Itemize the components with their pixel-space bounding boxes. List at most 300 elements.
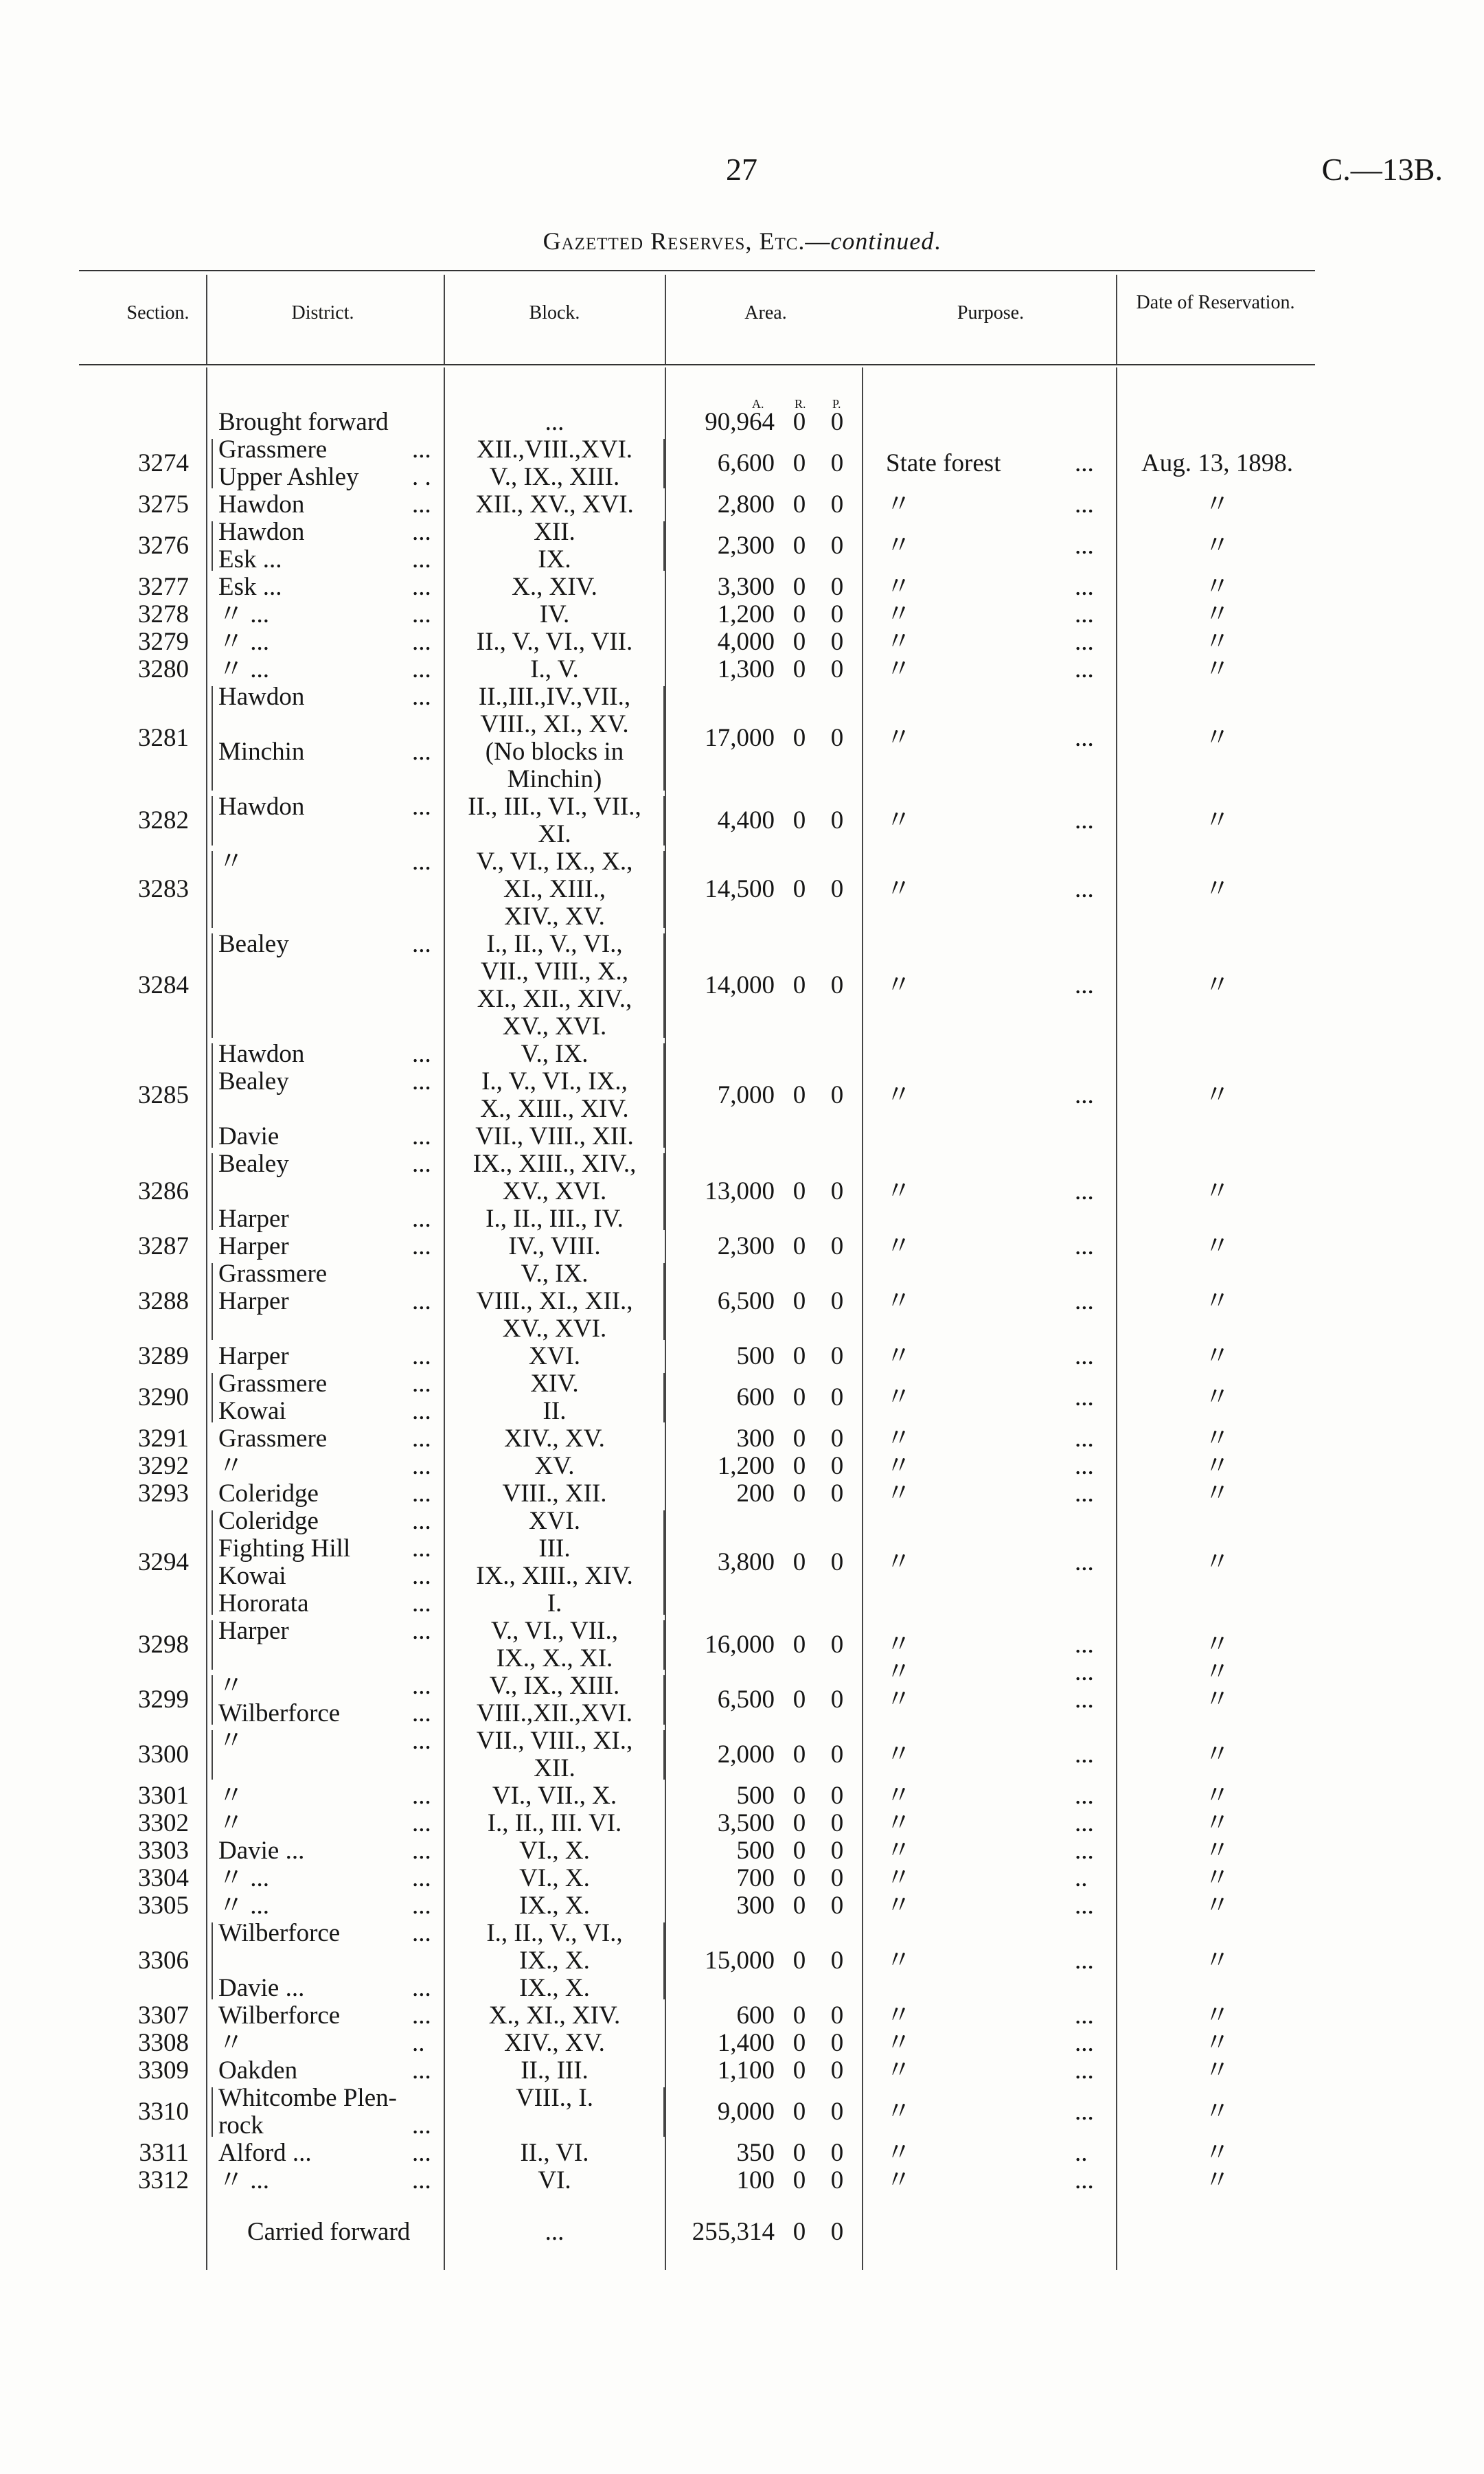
leader-dots: ... [412, 1067, 431, 1096]
reservation-date: 〃 [1205, 1548, 1230, 1576]
block-numbers: X., XIV. [512, 573, 597, 601]
reservation-date: 〃 [1205, 1782, 1230, 1810]
leader-dots: ... [412, 2001, 431, 2030]
area-acres: 14,000 [705, 971, 775, 999]
area-acres: 3,500 [717, 1809, 775, 1837]
area-roods: 0 [792, 875, 806, 903]
area-perches: 0 [830, 971, 844, 999]
area-acres: 2,300 [717, 532, 775, 560]
block-numbers: VII., VIII., XI., [476, 1727, 633, 1755]
district-name: Upper Ashley [218, 463, 359, 491]
section-number: 3280 [138, 655, 189, 683]
block-brace [658, 851, 665, 928]
purpose: 〃 [886, 1864, 911, 1892]
reservation-date: 〃 [1205, 655, 1230, 683]
header-block: Block. [529, 302, 580, 324]
purpose: 〃 [886, 490, 911, 519]
area-acres: 9,000 [717, 2098, 775, 2126]
leader-dots: ... [1075, 1947, 1094, 1975]
block-brace [658, 1730, 665, 1780]
header-section: Section. [126, 302, 190, 324]
area-perches: 0 [830, 1342, 844, 1370]
area-roods: 0 [792, 1287, 806, 1315]
area-perches: 0 [830, 2166, 844, 2194]
purpose: 〃 [886, 1342, 911, 1370]
section-number: 3305 [138, 1892, 189, 1920]
block-numbers: X., XIII., XIV. [480, 1095, 629, 1123]
leader-dots: ... [412, 1534, 431, 1563]
district-name: 〃 ... [218, 1864, 269, 1892]
col-divider [444, 275, 445, 364]
block-numbers: XII. [534, 1754, 575, 1782]
block-brace [658, 933, 665, 1038]
area-roods: 0 [792, 1892, 806, 1920]
leader-dots: ... [412, 2139, 431, 2167]
block-brace [658, 1263, 665, 1340]
reservation-date: 〃 [1205, 490, 1230, 519]
table-heading: Gazetted Reserves, Etc.—continued. [543, 227, 941, 255]
purpose: 〃 [886, 1232, 911, 1260]
block-numbers: VI., X. [519, 1864, 590, 1892]
leader-dots: .. [412, 2029, 425, 2057]
purpose-ditto: 〃 [886, 1658, 911, 1686]
district-name: Harper [218, 1342, 289, 1370]
purpose: 〃 [886, 1782, 911, 1810]
purpose: 〃 [886, 655, 911, 683]
area-perches: 0 [830, 1947, 844, 1975]
reservation-date: 〃 [1205, 532, 1230, 560]
area-acres: 3,300 [717, 573, 775, 601]
district-name: Kowai [218, 1397, 286, 1425]
block-numbers: V., VI., IX., X., [476, 848, 633, 876]
district-name: 〃 ... [218, 600, 269, 628]
col-divider [444, 367, 445, 2270]
block-brace [658, 439, 665, 488]
block-brace [658, 686, 665, 791]
area-acres: 500 [736, 1342, 775, 1370]
reservation-date: 〃 [1205, 2166, 1230, 2194]
area-roods: 0 [792, 628, 806, 656]
reservation-date: 〃 [1205, 1686, 1230, 1714]
block-brace [658, 1373, 665, 1422]
leader-dots: ... [1075, 1479, 1094, 1508]
block-brace [658, 1922, 665, 1999]
leader-dots: ... [1075, 1892, 1094, 1920]
area-roods: 0 [792, 806, 806, 835]
heading-continued: continued [830, 227, 935, 255]
block-numbers: V., VI., VII., [490, 1617, 619, 1645]
purpose: 〃 [886, 1452, 911, 1480]
section-number: 3292 [138, 1452, 189, 1480]
block-numbers: XVI. [528, 1507, 580, 1535]
area-roods: 0 [792, 1452, 806, 1480]
district-brace [212, 851, 218, 928]
leader-dots: ... [1075, 806, 1094, 835]
district-name: 〃 [218, 1727, 244, 1755]
district-brace [212, 1153, 218, 1230]
district-name: Bealey [218, 1067, 289, 1096]
leader-dots: ... [1075, 1548, 1094, 1576]
leader-dots: ... [412, 628, 431, 656]
district-name: Davie ... [218, 1837, 305, 1865]
leader-dots: ... [412, 600, 431, 628]
district-brace [212, 521, 218, 571]
reservation-date: 〃 [1205, 1452, 1230, 1480]
area-roods: 0 [792, 1782, 806, 1810]
purpose: 〃 [886, 1081, 911, 1109]
area-roods: 0 [792, 449, 806, 477]
leader-dots: ... [1075, 600, 1094, 628]
section-number: 3302 [138, 1809, 189, 1837]
district-name: Wilberforce [218, 1919, 341, 1947]
section-number: 3300 [138, 1740, 189, 1769]
reservation-date: 〃 [1205, 1947, 1230, 1975]
district-name: 〃 [218, 1782, 244, 1810]
block-numbers: V., IX., XIII. [489, 463, 620, 491]
area-unit-acres: A. [752, 397, 764, 411]
area-roods: 0 [792, 1425, 806, 1453]
leader-dots: ... [412, 1425, 431, 1453]
block-numbers: XV., XVI. [502, 1177, 607, 1205]
district-name: Bealey [218, 930, 289, 958]
section-number: 3309 [138, 2056, 189, 2085]
reservation-date: 〃 [1205, 1809, 1230, 1837]
area-acres: 17,000 [705, 724, 775, 752]
area-roods: 0 [792, 2139, 806, 2167]
area-acres: 500 [736, 1837, 775, 1865]
area-roods: 0 [792, 532, 806, 560]
area-perches: 0 [830, 1809, 844, 1837]
purpose: 〃 [886, 1548, 911, 1576]
block-numbers: VI. [538, 2166, 571, 2194]
area-perches: 0 [830, 1782, 844, 1810]
top-rule [79, 270, 1315, 271]
section-number: 3284 [138, 971, 189, 999]
reservation-date: 〃 [1205, 1383, 1230, 1411]
area-roods: 0 [792, 1809, 806, 1837]
reservation-date: 〃 [1205, 1864, 1230, 1892]
purpose: 〃 [886, 875, 911, 903]
area-roods: 0 [792, 1177, 806, 1205]
leader-dots: ... [412, 435, 431, 464]
brought-forward-block: ... [545, 408, 564, 436]
block-numbers: II., III., VI., VII., [468, 793, 641, 821]
area-acres: 4,400 [717, 806, 775, 835]
reservation-date: 〃 [1205, 2098, 1230, 2126]
purpose: 〃 [886, 1383, 911, 1411]
block-numbers: XVI. [528, 1342, 580, 1370]
leader-dots: ... [412, 1232, 431, 1260]
block-numbers: IX., X., XI. [496, 1644, 613, 1672]
brought-forward-roods: 0 [792, 408, 806, 436]
area-roods: 0 [792, 573, 806, 601]
leader-dots: ... [412, 1342, 431, 1370]
leader-dots: ... [412, 1589, 431, 1618]
area-perches: 0 [830, 1383, 844, 1411]
reservation-date: 〃 [1205, 2056, 1230, 2085]
leader-dots: ... [1075, 1342, 1094, 1370]
district-name: Fighting Hill [218, 1534, 351, 1563]
area-perches: 0 [830, 1837, 844, 1865]
block-numbers: I., V., VI., IX., [481, 1067, 628, 1096]
leader-dots: ... [1075, 1081, 1094, 1109]
district-name: Minchin [218, 738, 305, 766]
leader-dots: ... [412, 1507, 431, 1535]
leader-dots: ... [412, 1397, 431, 1425]
district-name: Davie [218, 1122, 279, 1150]
block-numbers: XIV., XV. [504, 1425, 605, 1453]
parliamentary-reference: C.—13B. [1321, 152, 1443, 187]
block-numbers: XIV. [530, 1370, 579, 1398]
carried-forward-acres: 255,314 [692, 2218, 775, 2246]
area-perches: 0 [830, 2029, 844, 2057]
district-name: Grassmere [218, 435, 328, 464]
area-perches: 0 [830, 1287, 844, 1315]
section-number: 3288 [138, 1287, 189, 1315]
section-number: 3290 [138, 1383, 189, 1411]
district-name: Harper [218, 1287, 289, 1315]
block-brace [658, 1043, 665, 1148]
district-name: Coleridge [218, 1507, 319, 1535]
block-numbers: V., IX. [521, 1260, 589, 1288]
section-number: 3277 [138, 573, 189, 601]
section-number: 3304 [138, 1864, 189, 1892]
area-acres: 16,000 [705, 1631, 775, 1659]
district-brace [212, 439, 218, 488]
leader-dots: ... [412, 490, 431, 519]
block-numbers: XV. [534, 1452, 575, 1480]
area-roods: 0 [792, 2001, 806, 2030]
heading-title: Gazetted Reserves, Etc. [543, 227, 806, 255]
page-number: 27 [726, 152, 757, 187]
district-name: 〃 ... [218, 628, 269, 656]
leader-dots: ... [412, 1699, 431, 1727]
district-brace [212, 1373, 218, 1422]
leader-dots: ... [412, 1809, 431, 1837]
leader-dots: ... [412, 1727, 431, 1755]
block-numbers: II., III. [521, 2056, 589, 2085]
reservation-date: Aug. 13, 1898. [1141, 449, 1293, 477]
block-numbers: II.,III.,IV.,VII., [478, 683, 631, 711]
reservation-date: 〃 [1205, 1892, 1230, 1920]
carried-forward-label: Carried forward [247, 2218, 411, 2246]
purpose: 〃 [886, 1425, 911, 1453]
area-roods: 0 [792, 1081, 806, 1109]
leader-dots: ... [412, 1782, 431, 1810]
block-numbers: IX., XIII., XIV. [476, 1562, 633, 1590]
district-name: Alford ... [218, 2139, 312, 2167]
leader-dots: ... [412, 1040, 431, 1068]
area-acres: 1,200 [717, 600, 775, 628]
block-brace [658, 1675, 665, 1725]
area-perches: 0 [830, 2001, 844, 2030]
area-acres: 6,600 [717, 449, 775, 477]
purpose: 〃 [886, 724, 911, 752]
header-area: Area. [744, 302, 787, 324]
district-brace [212, 1675, 218, 1725]
block-numbers: V., IX., XIII. [489, 1672, 620, 1700]
section-number: 3283 [138, 875, 189, 903]
reservation-date: 〃 [1205, 600, 1230, 628]
block-numbers: V., IX. [521, 1040, 589, 1068]
district-name: Harper [218, 1232, 289, 1260]
district-name: Wilberforce [218, 2001, 341, 2030]
block-brace [658, 796, 665, 846]
leader-dots: .. [1075, 2139, 1088, 2167]
block-brace [658, 2087, 665, 2137]
area-roods: 0 [792, 1232, 806, 1260]
leader-dots: ... [1075, 2098, 1094, 2126]
area-roods: 0 [792, 2029, 806, 2057]
area-roods: 0 [792, 1383, 806, 1411]
district-name: Coleridge [218, 1479, 319, 1508]
leader-dots: ... [1075, 875, 1094, 903]
purpose: 〃 [886, 2001, 911, 2030]
district-name: 〃 ... [218, 1892, 269, 1920]
purpose: 〃 [886, 1177, 911, 1205]
area-roods: 0 [792, 1837, 806, 1865]
reservation-date: 〃 [1205, 875, 1230, 903]
leader-dots: ... [412, 683, 431, 711]
area-acres: 14,500 [705, 875, 775, 903]
leader-dots: ... [1075, 1782, 1094, 1810]
leader-dots: ... [1075, 1658, 1094, 1686]
reservation-date: 〃 [1205, 1479, 1230, 1508]
block-numbers: XII. [534, 518, 575, 546]
area-acres: 300 [736, 1892, 775, 1920]
area-acres: 1,200 [717, 1452, 775, 1480]
district-name: Hawdon [218, 1040, 305, 1068]
leader-dots: ... [412, 738, 431, 766]
area-perches: 0 [830, 2139, 844, 2167]
leader-dots: ... [412, 1864, 431, 1892]
brought-forward-acres: 90,964 [705, 408, 775, 436]
area-roods: 0 [792, 2056, 806, 2085]
section-number: 3282 [138, 806, 189, 835]
header-rule [79, 364, 1315, 365]
district-name: Hawdon [218, 518, 305, 546]
leader-dots: ... [1075, 532, 1094, 560]
area-perches: 0 [830, 628, 844, 656]
area-perches: 0 [830, 600, 844, 628]
area-perches: 0 [830, 573, 844, 601]
district-brace [212, 1263, 218, 1340]
block-numbers: IX., X. [519, 1947, 590, 1975]
section-number: 3312 [138, 2166, 189, 2194]
leader-dots: ... [412, 655, 431, 683]
leader-dots: ... [412, 1452, 431, 1480]
reservation-date: 〃 [1205, 1287, 1230, 1315]
leader-dots: ... [1075, 1177, 1094, 1205]
leader-dots: ... [412, 1370, 431, 1398]
area-acres: 15,000 [705, 1947, 775, 1975]
purpose: 〃 [886, 971, 911, 999]
leader-dots: ... [412, 930, 431, 958]
leader-dots: ... [412, 1617, 431, 1645]
area-acres: 3,800 [717, 1548, 775, 1576]
block-numbers: I., II., V., VI., [486, 1919, 623, 1947]
area-perches: 0 [830, 1479, 844, 1508]
area-acres: 6,500 [717, 1686, 775, 1714]
reservation-date: 〃 [1205, 573, 1230, 601]
purpose: 〃 [886, 573, 911, 601]
block-numbers: I., V. [530, 655, 579, 683]
section-number: 3294 [138, 1548, 189, 1576]
section-number: 3298 [138, 1631, 189, 1659]
purpose: 〃 [886, 1479, 911, 1508]
area-acres: 2,800 [717, 490, 775, 519]
area-perches: 0 [830, 1425, 844, 1453]
reservation-date: 〃 [1205, 1425, 1230, 1453]
reservation-date: 〃 [1205, 971, 1230, 999]
header-district: District. [291, 302, 354, 324]
district-name: Hororata [218, 1589, 309, 1618]
area-perches: 0 [830, 655, 844, 683]
district-name: Bealey [218, 1150, 289, 1178]
purpose: 〃 [886, 2139, 911, 2167]
section-number: 3274 [138, 449, 189, 477]
district-name: 〃 [218, 1809, 244, 1837]
block-numbers: VIII.,XII.,XVI. [476, 1699, 633, 1727]
leader-dots: ... [412, 1974, 431, 2002]
area-perches: 0 [830, 1232, 844, 1260]
leader-dots: ... [412, 573, 431, 601]
section-number: 3286 [138, 1177, 189, 1205]
leader-dots: ... [412, 1122, 431, 1150]
area-unit-perches: P. [832, 397, 841, 411]
leader-dots: ... [1075, 2029, 1094, 2057]
district-name: 〃 [218, 1452, 244, 1480]
leader-dots: ... [412, 793, 431, 821]
section-number: 3303 [138, 1837, 189, 1865]
district-name: Grassmere [218, 1260, 328, 1288]
district-name: Harper [218, 1617, 289, 1645]
purpose: 〃 [886, 1837, 911, 1865]
area-roods: 0 [792, 1947, 806, 1975]
leader-dots: ... [1075, 1425, 1094, 1453]
leader-dots: .. [1075, 1864, 1088, 1892]
reservation-date: 〃 [1205, 1177, 1230, 1205]
section-number: 3301 [138, 1782, 189, 1810]
district-brace [212, 933, 218, 1038]
area-perches: 0 [830, 490, 844, 519]
block-numbers: IX., X. [519, 1974, 590, 2002]
purpose: 〃 [886, 1631, 911, 1659]
leader-dots: ... [1075, 655, 1094, 683]
leader-dots: ... [412, 1479, 431, 1508]
area-perches: 0 [830, 806, 844, 835]
leader-dots: ... [1075, 1809, 1094, 1837]
block-numbers: II. [543, 1397, 567, 1425]
leader-dots: ... [1075, 2056, 1094, 2085]
purpose: 〃 [886, 2166, 911, 2194]
purpose: 〃 [886, 600, 911, 628]
block-numbers: II., VI. [520, 2139, 589, 2167]
block-brace [658, 521, 665, 571]
col-divider [1116, 367, 1117, 2270]
district-brace [212, 1510, 218, 1615]
area-acres: 600 [736, 1383, 775, 1411]
area-acres: 1,300 [717, 655, 775, 683]
area-acres: 350 [736, 2139, 775, 2167]
leader-dots: ... [1075, 1452, 1094, 1480]
area-perches: 0 [830, 1548, 844, 1576]
purpose: State forest [886, 449, 1001, 477]
district-name: Oakden [218, 2056, 298, 2085]
block-numbers: IV. [539, 600, 570, 628]
reservation-date: 〃 [1205, 1232, 1230, 1260]
district-name: 〃 ... [218, 655, 269, 683]
